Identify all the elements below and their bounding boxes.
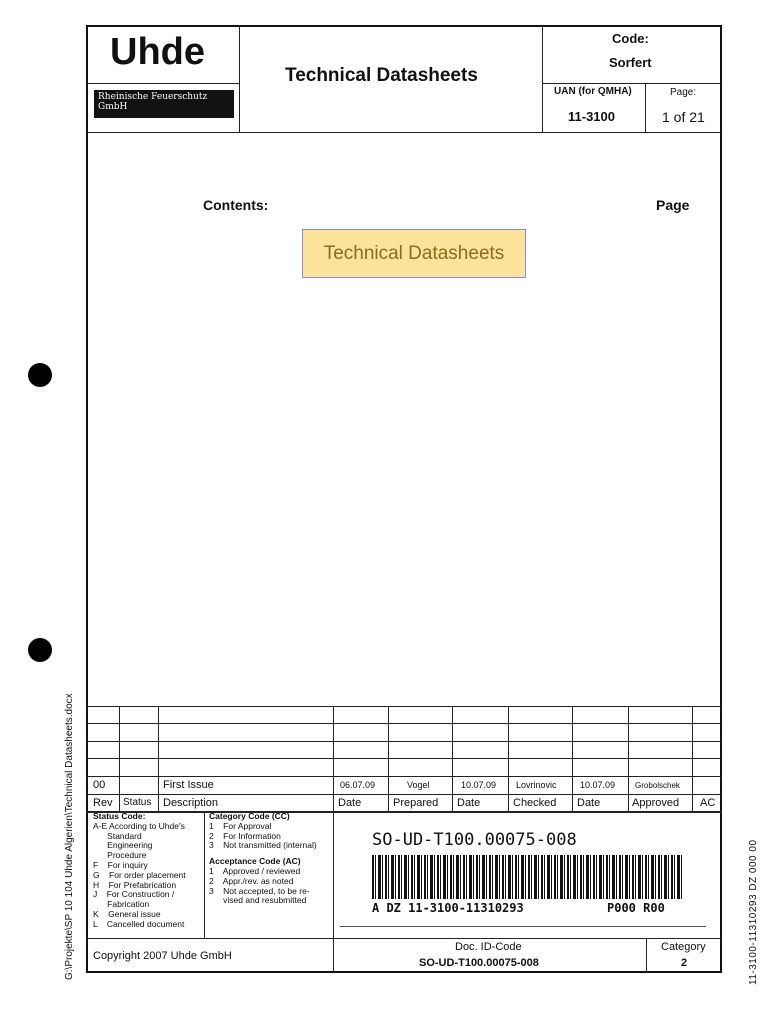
acceptance-code-title: Acceptance Code (AC) [209, 856, 301, 867]
rev-row-line [86, 723, 722, 724]
rev-table-top [86, 706, 722, 707]
footer-category-divider [646, 938, 647, 973]
code-divider [542, 83, 722, 84]
status-line: K General issue [93, 908, 161, 919]
status-line: Procedure [93, 850, 147, 861]
rev-date-approved: 10.07.09 [580, 780, 616, 790]
rev-date-checked: 10.07.09 [461, 780, 497, 790]
legend-barcode-divider [333, 811, 334, 973]
header-divider-1 [239, 25, 240, 132]
category-value: 2 [681, 957, 688, 969]
acceptance-line: vised and resubmitted [209, 895, 307, 906]
barcode-underline [340, 926, 706, 927]
status-line: Standard [93, 830, 142, 841]
col-description: Description [163, 797, 219, 809]
acceptance-line: 3 Not accepted, to be re- [209, 885, 310, 896]
rev-prepared-by: Vogel [407, 780, 430, 790]
punch-hole-bottom [28, 638, 52, 662]
category-code-legend [209, 812, 317, 906]
category-label: Category [661, 941, 706, 953]
category-code-title: Category Code (CC) [209, 811, 290, 821]
rev-number: 00 [93, 779, 106, 791]
rev-row-line [86, 741, 722, 742]
header-divider-2 [542, 25, 543, 132]
punch-hole-top [28, 363, 52, 387]
rev-col-line [333, 706, 334, 811]
col-date-1: Date [338, 797, 362, 809]
rev-col-line [628, 706, 629, 811]
code-value: Sorfert [609, 55, 652, 70]
status-line: Engineering [93, 840, 153, 851]
category-line: 1 For Approval [209, 820, 272, 831]
category-line: 2 For Information [209, 830, 281, 841]
status-line: F For inquiry [93, 859, 148, 870]
contents-page-label: Page [656, 197, 690, 213]
rev-checked-by: Lovrinovic [516, 780, 557, 790]
col-checked: Checked [513, 797, 557, 809]
rheinische-feuerschutz-logo [94, 90, 234, 118]
rev-description: First Issue [163, 779, 214, 791]
status-code-title: Status Code: [93, 811, 146, 821]
uan-value: 11-3100 [568, 109, 615, 124]
acceptance-line: 1 Approved / reviewed [209, 865, 301, 876]
footer-top-line [86, 938, 722, 939]
code-label: Code: [612, 31, 649, 46]
status-line: Fabrication [93, 899, 150, 910]
col-date-3: Date [577, 797, 601, 809]
page-value: 1 of 21 [662, 109, 705, 125]
col-ac: AC [700, 797, 716, 809]
col-date-2: Date [457, 797, 481, 809]
rev-row-line [86, 758, 722, 759]
page-label: Page: [670, 87, 697, 98]
col-approved: Approved [632, 797, 680, 809]
barcode-text-left: A DZ 11-3100-11310293 [372, 901, 524, 915]
rev-col-line [452, 706, 453, 811]
status-code-legend [93, 812, 186, 930]
status-line: A-E According to Uhde's [93, 820, 185, 831]
contents-highlight-entry[interactable] [302, 229, 526, 278]
status-line: H For Prefabrication [93, 879, 177, 890]
status-line: G For order placement [93, 869, 186, 880]
status-line: J For Construction / [93, 889, 175, 900]
acceptance-line: 2 Appr./rev. as noted [209, 875, 294, 886]
col-rev: Rev [93, 797, 113, 809]
rev-row-line [86, 794, 722, 795]
sublogo-text: Rheinische Feuerschutz GmbH [98, 92, 208, 112]
status-line: L Cancelled document [93, 918, 185, 929]
contents-label: Contents: [203, 197, 269, 213]
rev-col-line [508, 706, 509, 811]
uan-label: UAN (for QMHA) [554, 86, 632, 97]
doc-id-value: SO-UD-T100.00075-008 [419, 957, 539, 969]
rev-date-issued: 06.07.09 [340, 780, 376, 790]
rev-col-line [572, 706, 573, 811]
legend-divider [204, 811, 205, 938]
rev-approved-by: Grobolschek [635, 781, 680, 790]
header-bottom-line [86, 132, 722, 133]
copyright-text: Copyright 2007 Uhde GmbH [93, 950, 232, 962]
barcode-image [372, 855, 684, 899]
col-status: Status [123, 797, 152, 808]
logo-divider [86, 83, 239, 84]
rev-col-line [388, 706, 389, 811]
rev-col-line [692, 706, 693, 811]
rev-col-line [158, 706, 159, 811]
side-barcode-text: 11-3100-11310293 DZ 000 00 [748, 839, 759, 985]
uan-page-divider [645, 83, 646, 132]
file-path-text: G:\Projekte\SP 10 104 Uhde Algerien\Technical Datasheets.docx [64, 693, 75, 980]
doc-id-large: SO-UD-T100.00075-008 [372, 830, 577, 850]
document-title: Technical Datasheets [285, 65, 478, 86]
rev-row-line [86, 776, 722, 777]
rev-col-line [119, 706, 120, 811]
col-prepared: Prepared [393, 797, 439, 809]
category-line: 3 Not transmitted (internal) [209, 840, 317, 851]
barcode-text-right: P000 R00 [607, 901, 665, 915]
uhde-logo: Uhde [110, 31, 205, 73]
doc-id-label: Doc. ID-Code [455, 941, 522, 953]
contents-entry-text: Technical Datasheets [323, 242, 505, 264]
